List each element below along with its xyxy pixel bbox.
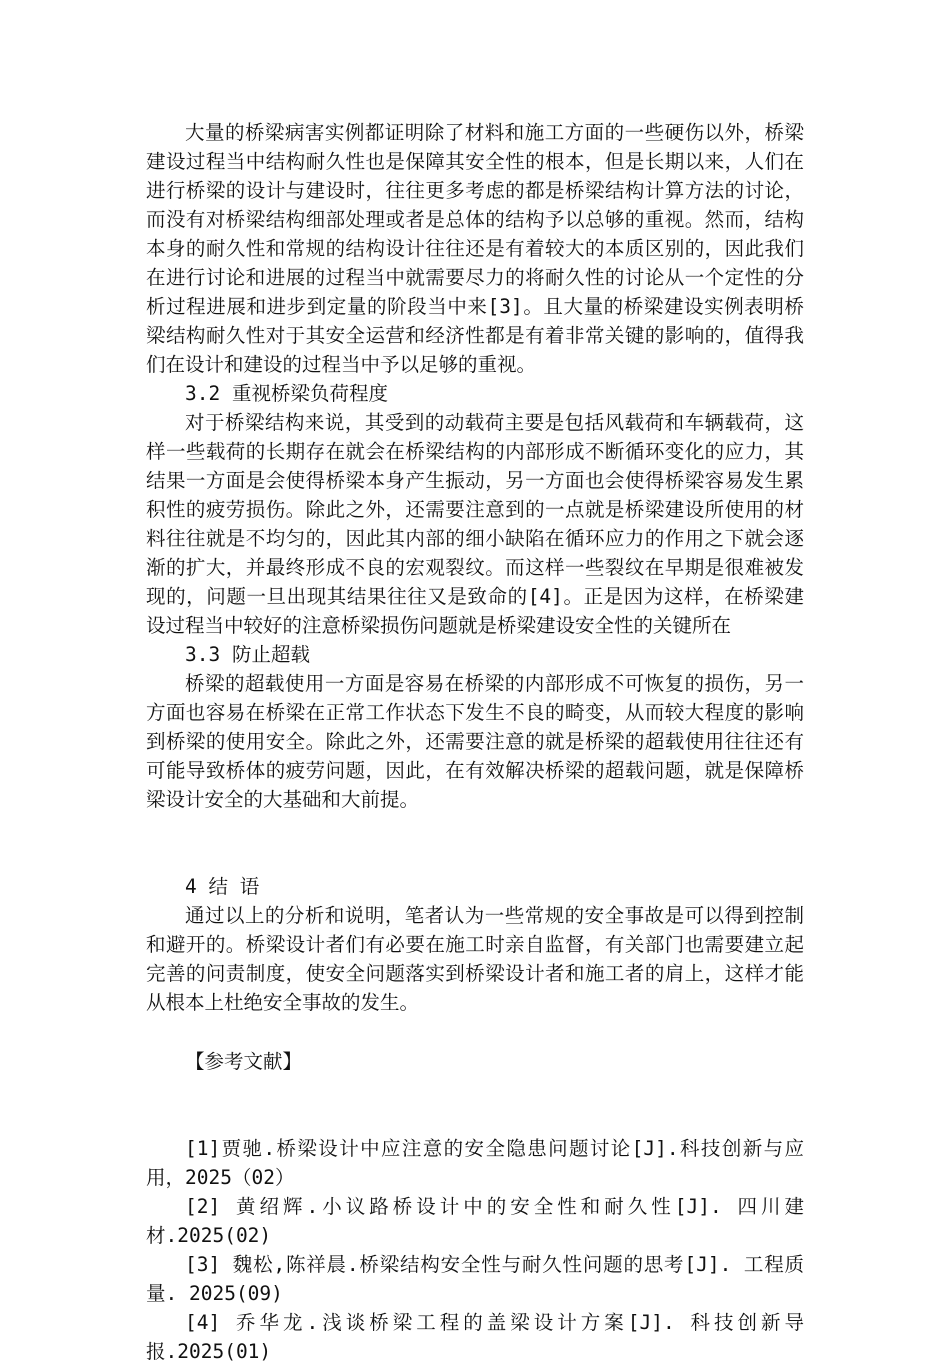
references-title: 【参考文献】 bbox=[185, 1050, 303, 1073]
reference-item-3: [3] 魏松,陈祥晨.桥梁结构安全性与耐久性问题的思考[J]. 工程质量. 2025(09) bbox=[146, 1253, 804, 1305]
reference-item-1: [1]贾驰.桥梁设计中应注意的安全隐患问题讨论[J].科技创新与应用，2025（02） bbox=[146, 1137, 804, 1189]
section-4-paragraph: 通过以上的分析和说明，笔者认为一些常规的安全事故是可以得到控制和避开的。桥梁设计者们有必要在施工时亲自监督，有关部门也需要建立起完善的问责制度，使安全问题落实到桥梁设计者和施工者的肩上，这样才能从根本上杜绝安全事故的发生。 bbox=[146, 904, 804, 1014]
section-3-3-heading: 3.3 防止超载 bbox=[185, 643, 310, 666]
section-4-heading: 4 结 语 bbox=[185, 875, 260, 898]
spacer bbox=[146, 814, 804, 872]
reference-item-4: [4] 乔华龙.浅谈桥梁工程的盖梁设计方案[J]. 科技创新导报.2025(01) bbox=[146, 1311, 804, 1363]
section-3-2-heading: 3.2 重视桥梁负荷程度 bbox=[185, 382, 388, 405]
section-3-3-paragraph: 桥梁的超载使用一方面是容易在桥梁的内部形成不可恢复的损伤，另一方面也容易在桥梁在正常工作状态下发生不良的畸变，从而较大程度的影响到桥梁的使用安全。除此之外，还需要注意的就是桥梁的超载使用往往还有可能导致桥体的疲劳问题，因此，在有效解决桥梁的超载问题，就是保障桥梁设计安全的大基础和大前提。 bbox=[146, 672, 804, 811]
section3-intro-paragraph: 大量的桥梁病害实例都证明除了材料和施工方面的一些硬伤以外，桥梁建设过程当中结构耐久性也是保障其安全性的根本，但是长期以来，人们在进行桥梁的设计与建设时，往往更多考虑的都是桥梁结构计算方法的讨论，而没有对桥梁结构细部处理或者是总体的结构予以总够的重视。然而，结构本身的耐久性和常规的结构设计往往还是有着较大的本质区别的，因此我们在进行讨论和进展的过程当中就需要尽力的将耐久性的讨论从一个定性的分析过程进展和进步到定量的阶段当中来[3]。且大量的桥梁建设实例表明桥梁结构耐久性对于其安全运营和经济性都是有着非常关键的影响的，值得我们在设计和建设的过程当中予以足够的重视。 bbox=[146, 121, 804, 376]
document-page bbox=[146, 118, 804, 1366]
section-3-2-paragraph: 对于桥梁结构来说，其受到的动载荷主要是包括风载荷和车辆载荷，这样一些载荷的长期存在就会在桥梁结构的内部形成不断循环变化的应力，其结果一方面是会使得桥梁本身产生振动，另一方面也会使得桥梁容易发生累积性的疲劳损伤。除此之外，还需要注意到的一点就是桥梁建设所使用的材料往往就是不均匀的，因此其内部的细小缺陷在循环应力的作用之下就会逐渐的扩大，并最终形成不良的宏观裂纹。而这样一些裂纹在早期是很难被发现的，问题一旦出现其结果往往又是致命的[4]。正是因为这样，在桥梁建设过程当中较好的注意桥梁损伤问题就是桥梁建设安全性的关键所在 bbox=[146, 411, 804, 637]
spacer bbox=[146, 1076, 804, 1134]
spacer bbox=[146, 1017, 804, 1047]
reference-item-2: [2] 黄绍辉.小议路桥设计中的安全性和耐久性[J]. 四川建材.2025(02) bbox=[146, 1195, 804, 1247]
